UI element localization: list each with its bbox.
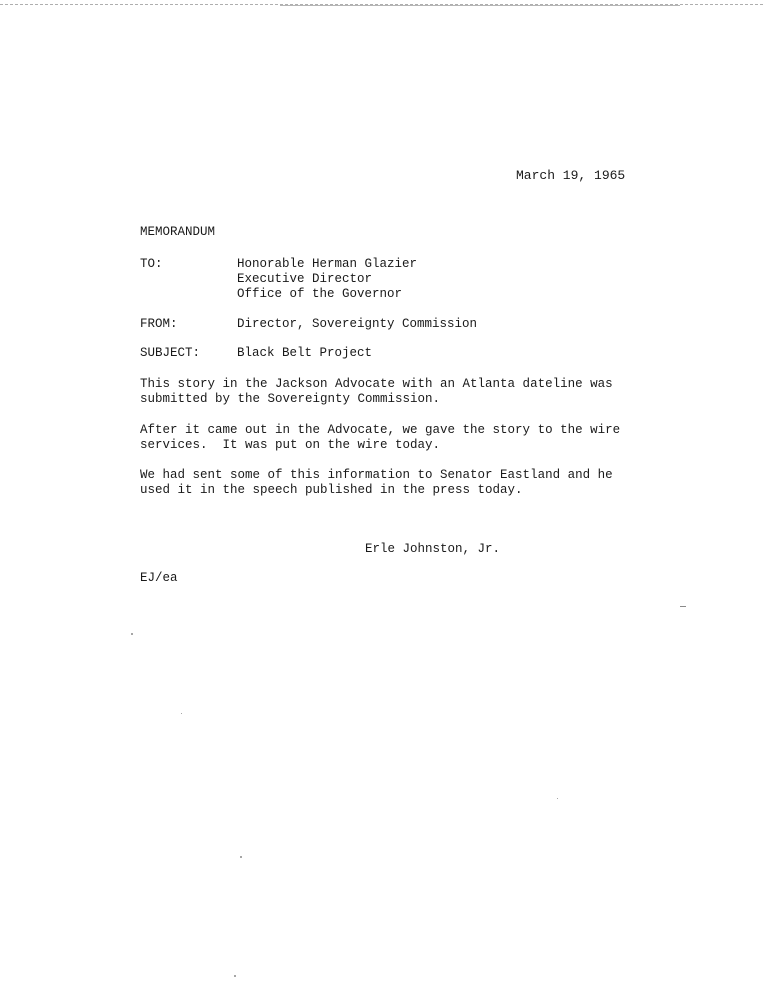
- to-recipient-title: Executive Director: [237, 272, 373, 286]
- from-value: Director, Sovereignty Commission: [237, 317, 478, 331]
- to-label: TO:: [140, 257, 163, 271]
- top-edge-rule-solid: [280, 5, 680, 6]
- body-paragraph-2-line-2: services. It was put on the wire today.: [140, 438, 441, 452]
- scan-speck: [181, 713, 182, 714]
- signature: Erle Johnston, Jr.: [365, 542, 501, 556]
- from-label: FROM:: [140, 317, 178, 331]
- memo-heading: MEMORANDUM: [140, 225, 216, 239]
- body-paragraph-1-line-2: submitted by the Sovereignty Commission.: [140, 392, 441, 406]
- body-paragraph-1-line-1: This story in the Jackson Advocate with an Atlanta dateline was: [140, 377, 613, 391]
- to-recipient-office: Office of the Governor: [237, 287, 403, 301]
- body-paragraph-2-line-1: After it came out in the Advocate, we gave the story to the wire: [140, 423, 621, 437]
- scan-speck: [557, 798, 558, 799]
- to-recipient-name: Honorable Herman Glazier: [237, 257, 418, 271]
- subject-value: Black Belt Project: [237, 346, 373, 360]
- scan-speck: [240, 856, 242, 858]
- scan-speck: [680, 606, 686, 607]
- body-paragraph-3-line-2: used it in the speech published in the press today.: [140, 483, 523, 497]
- memo-date: March 19, 1965: [516, 168, 626, 183]
- scan-speck: [131, 633, 133, 635]
- subject-label: SUBJECT:: [140, 346, 201, 360]
- scan-speck: [234, 975, 236, 977]
- typist-initials: EJ/ea: [140, 571, 178, 585]
- body-paragraph-3-line-1: We had sent some of this information to Senator Eastland and he: [140, 468, 613, 482]
